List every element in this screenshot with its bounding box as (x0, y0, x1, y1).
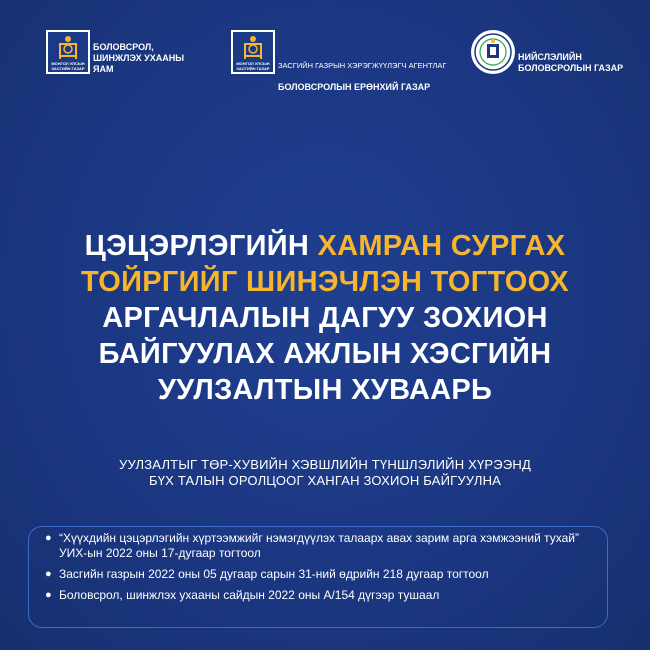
list-item (45, 588, 597, 603)
agency-title: БОЛОВСРОЛЫН ЕРӨНХИЙ ГАЗАР (278, 82, 431, 92)
title-line-3: АРГАЧЛАЛЫН ДАГУУ ЗОХИОН (102, 302, 548, 334)
city-education-emblem-icon (473, 32, 513, 72)
soyombo-emblem-icon (242, 35, 264, 61)
city-education-name: НИЙСЛЭЛИЙН БОЛОВСРОЛЫН ГАЗАР (518, 52, 624, 73)
page-title (20, 228, 630, 408)
title-highlight: ХАМРАН СУРГАХ (317, 230, 566, 262)
agency-emblem (231, 30, 275, 74)
title-text: ЦЭЦЭРЛЭГИЙН (84, 230, 318, 262)
title-line-1 (20, 228, 630, 264)
emblem-caption: МОНГОЛ УЛСЫН ЗАСГИЙН ГАЗАР (236, 61, 270, 71)
subtitle-line-2: БҮХ ТАЛЫН ОРОЛЦООГ ХАНГАН ЗОХИОН БАЙГУУЛНА (148, 473, 502, 488)
title-line-4: БАЙГУУЛАХ АЖЛЫН ХЭСГИЙН (98, 338, 552, 370)
title-highlight-line: ТОЙРГИЙГ ШИНЭЧЛЭН ТОГТООХ (80, 266, 570, 298)
subtitle-line-1: УУЛЗАЛТЫГ ТӨР-ХУВИЙН ХЭВШЛИЙН ТҮНШЛЭЛИЙН ХҮРЭЭНД (119, 457, 531, 472)
legal-basis-list (28, 526, 608, 628)
list-item (45, 567, 597, 582)
list-item-text: Засгийн газрын 2022 оны 05 дугаар сарын 31-ний өдрийн 218 дугаар тогтоол (59, 567, 489, 581)
agency-subtitle: ЗАСГИЙН ГАЗРЫН ХЭРЭГЖҮҮЛЭГЧ АГЕНТЛАГ (278, 61, 447, 70)
ministry-emblem (46, 30, 90, 74)
list-item-text: Боловсрол, шинжлэх ухааны сайдын 2022 оны А/154 дүгээр тушаал (59, 588, 440, 602)
bullet-icon: ● (45, 532, 52, 544)
soyombo-emblem-icon (57, 35, 79, 61)
city-education-emblem (471, 30, 515, 74)
title-line-5: УУЛЗАЛТЫН ХУВААРЬ (157, 374, 493, 406)
bullet-icon: ● (45, 589, 52, 601)
emblem-caption: МОНГОЛ УЛСЫН ЗАСГИЙН ГАЗАР (51, 61, 85, 71)
subtitle (40, 457, 610, 489)
agency-name (278, 49, 446, 104)
ministry-name: БОЛОВСРОЛ, ШИНЖЛЭХ УХААНЫ ЯАМ (93, 42, 185, 74)
list-item-text: “Хүүхдийн цэцэрлэгийн хүртээмжийг нэмэгдүүлэх талаарх авах зарим арга хэмжээний тухай” УИХ-ын 2022 оны 17-дугаар тогтоол (59, 531, 579, 560)
list-item (45, 531, 597, 561)
bullet-icon: ● (45, 568, 52, 580)
